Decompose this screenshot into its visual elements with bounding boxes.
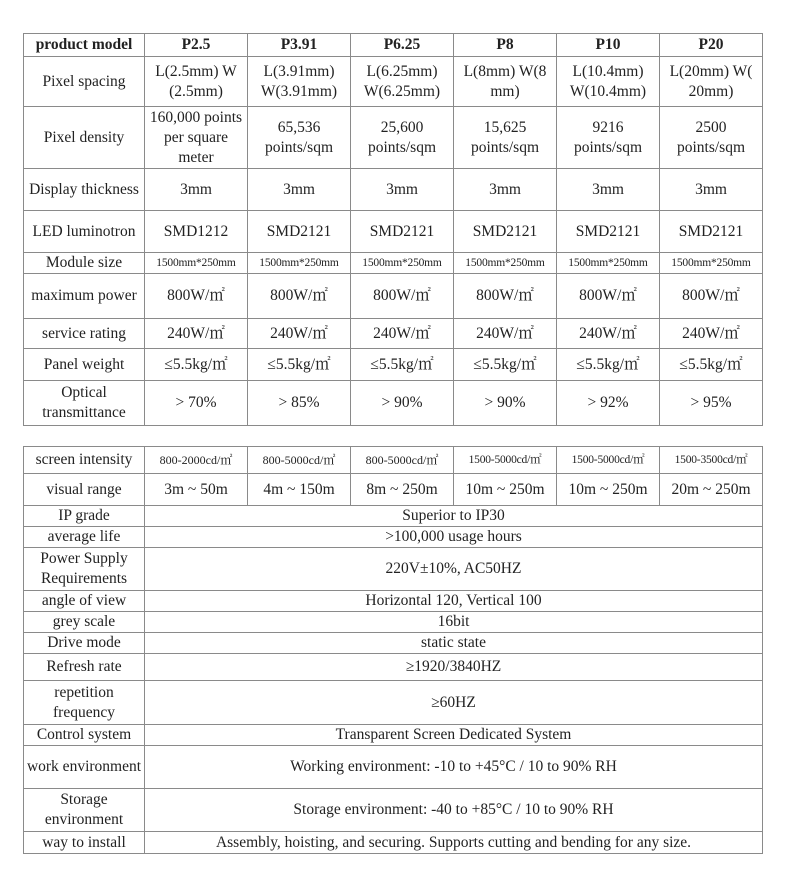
spec-row (24, 57, 763, 107)
spec-value-cell: ≤5.5kg/㎡ (454, 349, 557, 381)
spec-value-cell: 2500 points/sqm (660, 107, 763, 169)
spec-value-cell: L(8mm) W(8 mm) (454, 57, 557, 107)
spec-value-cell: > 95% (660, 381, 763, 426)
spec-value-cell: SMD2121 (557, 211, 660, 253)
spec-value-cell: ≤5.5kg/㎡ (557, 349, 660, 381)
spec-value-cell: 4m ~ 150m (248, 474, 351, 506)
spec-value-cell: L(3.91mm) W(3.91mm) (248, 57, 351, 107)
spec-row (24, 789, 763, 832)
spec-value-cell: 1500mm*250mm (454, 253, 557, 274)
spec-value-cell: 800W/㎡ (454, 274, 557, 319)
spec-value-cell: 1500-5000cd/㎡ (557, 447, 660, 474)
spec-value-cell: 800W/㎡ (351, 274, 454, 319)
spec-value-cell: > 90% (351, 381, 454, 426)
spec-row (24, 746, 763, 789)
spec-value-cell: L(2.5mm) W (2.5mm) (145, 57, 248, 107)
spec-table-general (23, 446, 763, 854)
spec-row (24, 107, 763, 169)
spec-value-cell-spanning: Superior to IP30 (145, 506, 763, 527)
spec-value-cell: 25,600 points/sqm (351, 107, 454, 169)
spec-value-cell: 800W/㎡ (660, 274, 763, 319)
spec-row (24, 612, 763, 633)
spec-value-cell: ≤5.5kg/㎡ (660, 349, 763, 381)
spec-value-cell: 240W/㎡ (557, 319, 660, 349)
spec-value-cell: 240W/㎡ (351, 319, 454, 349)
spec-value-cell: > 90% (454, 381, 557, 426)
model-header-cell: P8 (454, 34, 557, 57)
spec-label-cell: service rating (24, 319, 145, 349)
spec-row (24, 654, 763, 681)
spec-value-cell: 240W/㎡ (145, 319, 248, 349)
model-header-cell: P6.25 (351, 34, 454, 57)
spec-value-cell: 15,625 points/sqm (454, 107, 557, 169)
spec-row (24, 633, 763, 654)
spec-value-cell: SMD2121 (351, 211, 454, 253)
spec-label-cell: Display thickness (24, 169, 145, 211)
spec-value-cell: 240W/㎡ (248, 319, 351, 349)
spec-value-cell: 800W/㎡ (557, 274, 660, 319)
spec-value-cell: 1500mm*250mm (248, 253, 351, 274)
spec-value-cell: 3mm (351, 169, 454, 211)
spec-value-cell: 65,536 points/sqm (248, 107, 351, 169)
spec-value-cell-spanning: Working environment: -10 to +45°C / 10 to 90% RH (145, 746, 763, 789)
header-label-cell: product model (24, 34, 145, 57)
spec-value-cell: > 92% (557, 381, 660, 426)
spec-value-cell-spanning: Transparent Screen Dedicated System (145, 725, 763, 746)
spec-row (24, 725, 763, 746)
spec-value-cell: 800-5000cd/㎡ (351, 447, 454, 474)
spec-label-cell: average life (24, 527, 145, 548)
spec-row (24, 169, 763, 211)
spec-value-cell: 3mm (660, 169, 763, 211)
spec-label-cell: work environment (24, 746, 145, 789)
spec-label-cell: Drive mode (24, 633, 145, 654)
model-header-cell: P2.5 (145, 34, 248, 57)
spec-label-cell: screen intensity (24, 447, 145, 474)
spec-value-cell: 1500mm*250mm (557, 253, 660, 274)
spec-label-cell: repetition frequency (24, 681, 145, 725)
spec-value-cell: ≤5.5kg/㎡ (145, 349, 248, 381)
spec-row (24, 681, 763, 725)
spec-value-cell: 1500mm*250mm (351, 253, 454, 274)
model-header-cell: P20 (660, 34, 763, 57)
spec-value-cell: SMD2121 (454, 211, 557, 253)
spec-label-cell: Power Supply Requirements (24, 548, 145, 591)
spec-label-cell: Control system (24, 725, 145, 746)
header-row (24, 34, 763, 57)
spec-value-cell: 1500-3500cd/㎡ (660, 447, 763, 474)
spec-value-cell-spanning: Horizontal 120, Vertical 100 (145, 591, 763, 612)
spec-row (24, 527, 763, 548)
spec-value-cell: 1500-5000cd/㎡ (454, 447, 557, 474)
spec-label-cell: grey scale (24, 612, 145, 633)
spec-row (24, 253, 763, 274)
spec-label-cell: LED luminotron (24, 211, 145, 253)
spec-value-cell-spanning: Assembly, hoisting, and securing. Supports cutting and bending for any size. (145, 832, 763, 854)
spec-value-cell: 1500mm*250mm (145, 253, 248, 274)
spec-label-cell: Optical transmittance (24, 381, 145, 426)
spec-value-cell: SMD2121 (248, 211, 351, 253)
spec-label-cell: Storage environment (24, 789, 145, 832)
spec-value-cell: 800-5000cd/㎡ (248, 447, 351, 474)
spec-value-cell: 20m ~ 250m (660, 474, 763, 506)
spec-value-cell: 3m ~ 50m (145, 474, 248, 506)
spec-value-cell: 240W/㎡ (454, 319, 557, 349)
spec-value-cell-spanning: 16bit (145, 612, 763, 633)
spec-label-cell: IP grade (24, 506, 145, 527)
spec-row (24, 319, 763, 349)
spec-value-cell: 800W/㎡ (248, 274, 351, 319)
spec-value-cell: > 70% (145, 381, 248, 426)
spec-value-cell-spanning: ≥1920/3840HZ (145, 654, 763, 681)
spec-label-cell: way to install (24, 832, 145, 854)
model-header-cell: P3.91 (248, 34, 351, 57)
spec-value-cell: 3mm (248, 169, 351, 211)
spec-value-cell: 3mm (454, 169, 557, 211)
model-header-cell: P10 (557, 34, 660, 57)
spec-value-cell: 1500mm*250mm (660, 253, 763, 274)
spec-label-cell: Panel weight (24, 349, 145, 381)
spec-row (24, 381, 763, 426)
spec-label-cell: Module size (24, 253, 145, 274)
spec-value-cell-spanning: >100,000 usage hours (145, 527, 763, 548)
spec-value-cell: 800-2000cd/㎡ (145, 447, 248, 474)
spec-value-cell: 240W/㎡ (660, 319, 763, 349)
spec-row (24, 349, 763, 381)
spec-row (24, 211, 763, 253)
spec-value-cell-spanning: 220V±10%, AC50HZ (145, 548, 763, 591)
spec-value-cell: 800W/㎡ (145, 274, 248, 319)
spec-value-cell: 3mm (557, 169, 660, 211)
spec-value-cell: L(20mm) W( 20mm) (660, 57, 763, 107)
spec-value-cell: SMD1212 (145, 211, 248, 253)
spec-value-cell: 10m ~ 250m (557, 474, 660, 506)
spec-value-cell: L(10.4mm) W(10.4mm) (557, 57, 660, 107)
spec-row (24, 832, 763, 854)
spec-value-cell: 8m ~ 250m (351, 474, 454, 506)
spec-value-cell: > 85% (248, 381, 351, 426)
spec-table-models (23, 33, 763, 426)
spec-label-cell: maximum power (24, 274, 145, 319)
spec-label-cell: visual range (24, 474, 145, 506)
spec-value-cell-spanning: Storage environment: -40 to +85°C / 10 to 90% RH (145, 789, 763, 832)
spec-value-cell: ≤5.5kg/㎡ (351, 349, 454, 381)
spec-table-general-body (24, 447, 763, 854)
spec-row (24, 474, 763, 506)
spec-row (24, 591, 763, 612)
spec-value-cell-spanning: ≥60HZ (145, 681, 763, 725)
spec-row (24, 506, 763, 527)
spec-value-cell: SMD2121 (660, 211, 763, 253)
spec-label-cell: angle of view (24, 591, 145, 612)
spec-value-cell: L(6.25mm) W(6.25mm) (351, 57, 454, 107)
spec-label-cell: Pixel density (24, 107, 145, 169)
spec-row (24, 274, 763, 319)
spec-value-cell: 3mm (145, 169, 248, 211)
spec-row (24, 548, 763, 591)
spec-label-cell: Refresh rate (24, 654, 145, 681)
spec-value-cell: ≤5.5kg/㎡ (248, 349, 351, 381)
spec-row (24, 447, 763, 474)
spec-label-cell: Pixel spacing (24, 57, 145, 107)
spec-value-cell-spanning: static state (145, 633, 763, 654)
spec-table-models-body (24, 34, 763, 426)
spec-value-cell: 9216 points/sqm (557, 107, 660, 169)
spec-value-cell: 160,000 points per square meter (145, 107, 248, 169)
spec-value-cell: 10m ~ 250m (454, 474, 557, 506)
